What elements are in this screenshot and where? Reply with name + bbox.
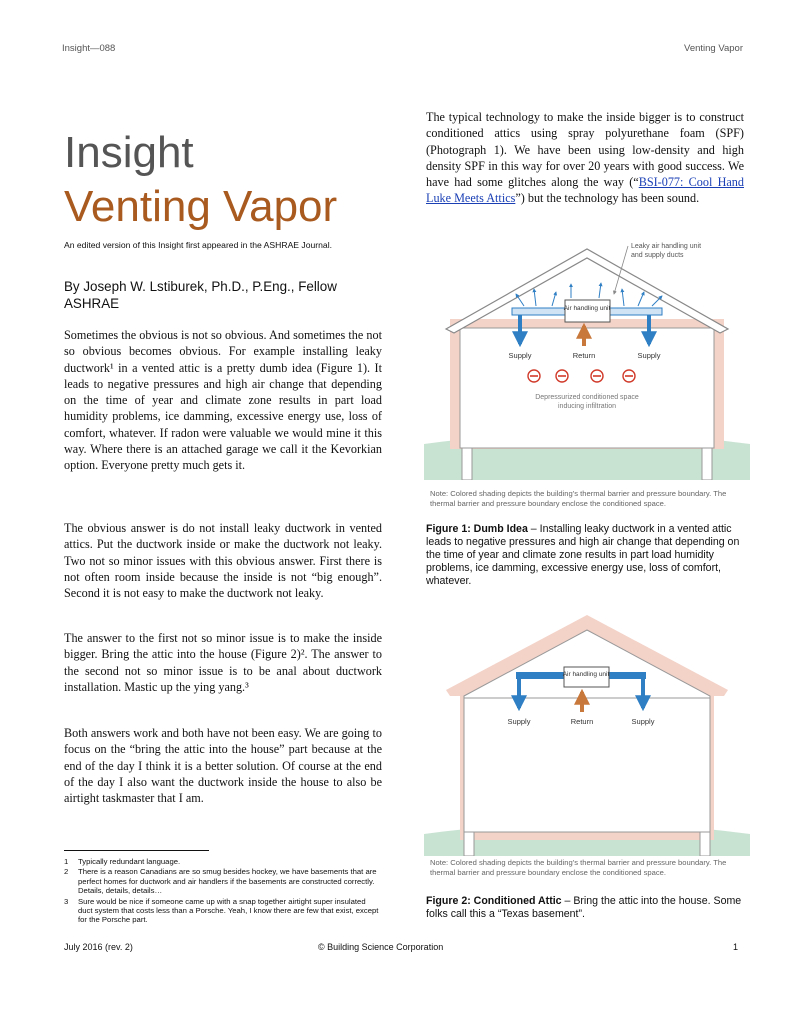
callout-text-line2: and supply ducts xyxy=(631,252,684,259)
figure-1-note: Note: Colored shading depicts the building’s thermal barrier and pressure boundary. The thermal barrier and pressure boundary enclose the conditioned space. xyxy=(430,489,727,508)
foundation-right xyxy=(700,832,710,856)
return-label: Return xyxy=(572,351,596,360)
footnote-divider xyxy=(64,850,209,851)
paragraph-4: Both answers work and both have not been easy. We are going to focus on the “bring the attic into the house” part because at the end of the day I think it is a better solution. Of course at the end of the day I also want the ductwork inside the house to also be airtight taskmaster that I am. xyxy=(64,726,382,806)
figure-1-diagram xyxy=(424,236,750,480)
footer-copyright: © Building Science Corporation xyxy=(318,942,444,952)
figure-2-caption-text: – Bring the attic into the house. Some folks call this a “Texas basement”. xyxy=(426,895,742,920)
edition-note: An edited version of this Insight first appeared in the ASHRAE Journal. xyxy=(64,240,332,250)
page-number: 1 xyxy=(733,942,739,952)
figure-2-caption-title: Figure 2: Conditioned Attic xyxy=(426,895,562,907)
footnote-1: 1 Typically redundant language. xyxy=(64,857,181,866)
footer-date: July 2016 (rev. 2) xyxy=(64,942,133,952)
figure-1-caption-title: Figure 1: Dumb Idea xyxy=(426,523,528,535)
figure-2-diagram xyxy=(424,612,750,856)
bsi-077-link[interactable]: BSI-077: Cool Hand Luke Meets Attics xyxy=(426,175,744,206)
figure-1-caption xyxy=(426,523,746,588)
supply-label-left: Supply xyxy=(507,717,531,726)
title-venting-vapor: Venting Vapor xyxy=(64,182,338,231)
foundation-left xyxy=(462,448,472,480)
foundation-left xyxy=(464,832,474,856)
paragraph-5: The typical technology to make the inside bigger is to construct conditioned attics using spray polyurethane foam (SPF) (Photograph 1). We have been using low-density and high density SPF in this way for over 20 years with good success. We have had some glitches along the way (“BSI-077: Cool Hand Luke Meets Attics”) but the technology has been sound. xyxy=(426,110,744,206)
footnotes xyxy=(64,857,382,925)
figure-2-note: Note: Colored shading depicts the building’s thermal barrier and pressure boundary. The thermal barrier and pressure boundary enclose the conditioned space. xyxy=(430,858,727,877)
paragraph-3: The answer to the first not so minor issue is to make the inside bigger. Bring the attic into the house (Figure 2)². The answer to the second not so minor issue is to be anal about ductwork installation. Mastic up the ying yang.³ xyxy=(64,631,382,694)
paragraph-1: Sometimes the obvious is not so obvious. And sometimes the not so obvious becomes obvious. For example installing leaky ductwork¹ in a vented attic is a pretty dumb idea (Figure 1). It leads to negative pressures and high air change that depending on the time of year and climate zone results in part load humidity problems, ice damming, excessive energy use, loss of comfort, whatever. If radon were valuable we would mine it this way. Where there is an attached garage we call it the Kevorkian option. Everyone pretty much gets it. xyxy=(64,328,382,473)
conditioned-space xyxy=(464,630,710,832)
callout-text-line1: Leaky air handling unit xyxy=(631,243,702,250)
ahu-label: Air handling unit xyxy=(563,305,611,312)
author-byline: By Joseph W. Lstiburek, Ph.D., P.Eng., Fellow ASHRAE xyxy=(64,279,337,311)
space-label-line1: Depressurized conditioned space xyxy=(535,394,639,401)
supply-label-right: Supply xyxy=(637,351,661,360)
supply-label-left: Supply xyxy=(508,351,532,360)
figure-2-caption xyxy=(426,895,746,921)
space-label-line2: inducing infiltration xyxy=(558,403,616,410)
title-insight: Insight xyxy=(64,128,194,177)
running-header-left: Insight—088 xyxy=(62,43,116,54)
figure-1-caption-text: – Installing leaky ductwork in a vented attic leads to negative pressures and high air change that depending on the time of year and climate zone results in part load humidity problems, ice damming, excessive energy use, loss of comfort, whatever. xyxy=(426,523,740,587)
footnote-2: 2 There is a reason Canadians are so smug besides hockey, we have basements that are perfect homes for ductwork and air handlers if the basements are constructed correctly. Details, details, details… xyxy=(64,867,377,896)
supply-label-right: Supply xyxy=(631,717,655,726)
return-label: Return xyxy=(570,717,594,726)
foundation-right xyxy=(702,448,712,480)
ahu-label: Air handling unit xyxy=(562,671,610,678)
conditioned-space xyxy=(460,328,714,448)
running-header-right: Venting Vapor xyxy=(684,43,743,54)
paragraph-2: The obvious answer is do not install leaky ductwork in vented attics. Put the ductwork inside or make the ductwork not leaky. Two not so minor issues with this obvious answer. First there is not often room inside because the inside is not “big enough”. Second it is not easy to make the ductwork not leaky. xyxy=(64,521,382,601)
footnote-3: 3 Sure would be nice if someone came up with a snap together airtight super insulated duct system that costs less than a Porsche. Yeah, I know there are few that exist, except for the Porsche part. xyxy=(64,896,379,925)
